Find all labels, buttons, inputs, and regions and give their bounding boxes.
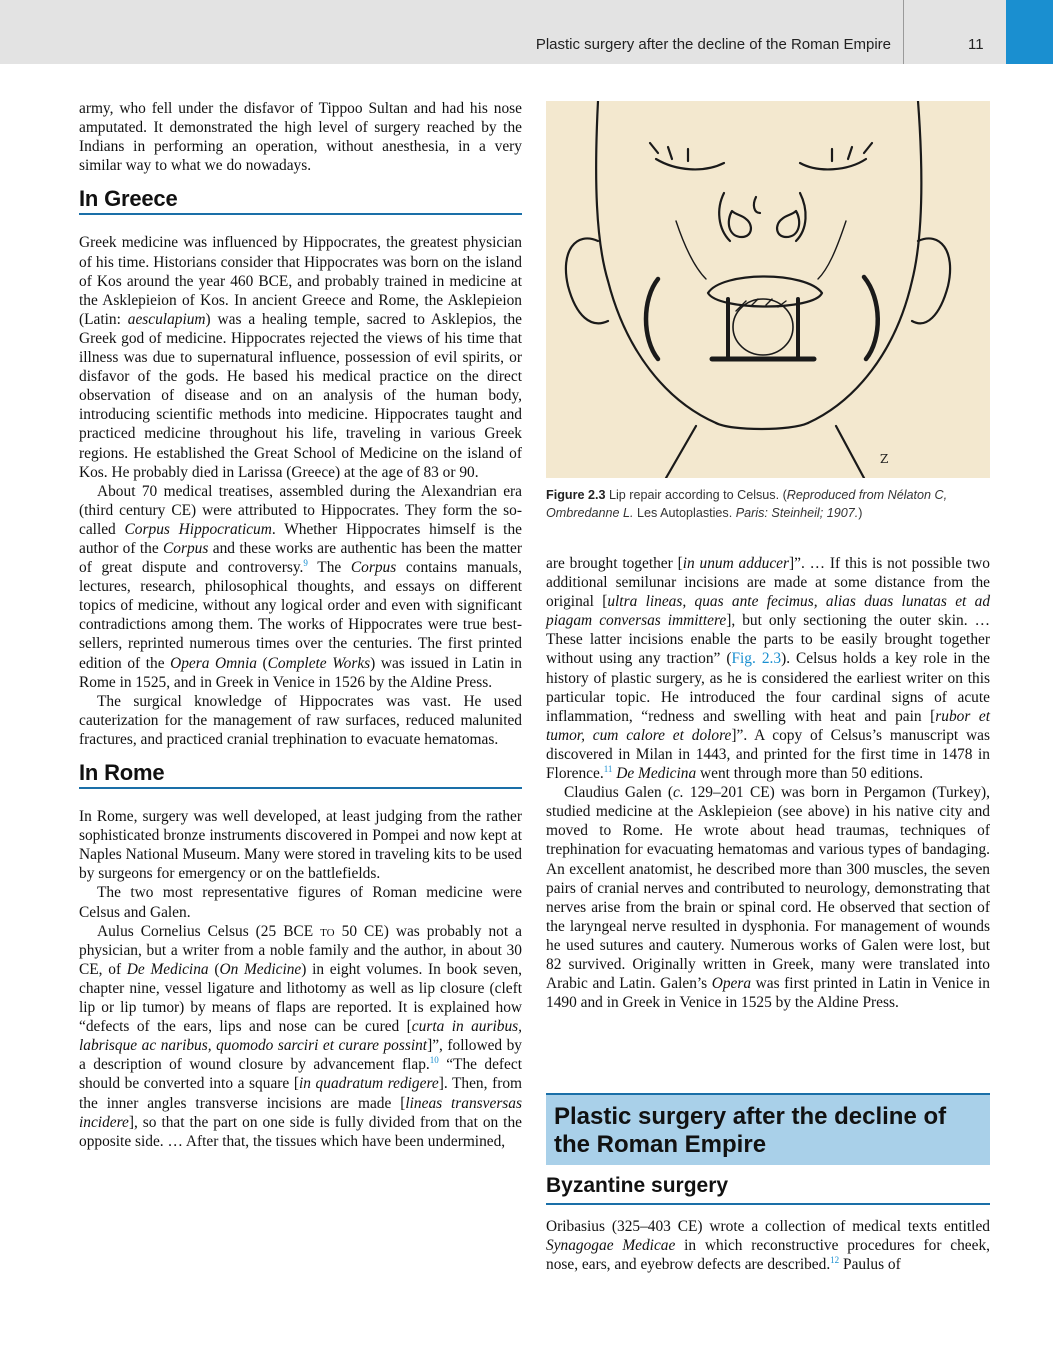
paragraph: Aulus Cornelius Celsus (25 BCE to 50 CE) was probably not a physician, but a writer from a noble family and the author, in about 30 CE, of De Medicina (On Medicine) in eight volumes. In book seven, chapter nine, vessel ligature and lithotomy as well as lip closure (cleft lip or lip tumor) by means of flaps are reported. It is explained how “defects of the ears, lips and nose can be cured [curta in auribus, labrisque ac naribus, quomodo sarciri et curare possint]”, followed by a description of wound closure by advancement flap.$^{10}$ “The defect should be converted into a square [in quadratum redigere]. Then, from the inner angles transverse incisions are made [lineas transversas incidere], so that the part on one side is fully divided from that on the opposite side. … After that, the tissues which have been undermined, bbox=[79, 922, 522, 1150]
page-number: 11 bbox=[968, 36, 984, 53]
paragraph: The two most representative figures of Roman medicine were Celsus and Galen. bbox=[79, 884, 522, 921]
section-title: Plastic surgery after the decline of the Roman Empire bbox=[554, 1103, 947, 1158]
subsection-heading-byzantine: Byzantine surgery bbox=[546, 1174, 990, 1205]
section-heading-greece: In Greece bbox=[79, 189, 522, 215]
reference-link[interactable]: 11 bbox=[603, 763, 613, 774]
chapter-tab bbox=[1006, 0, 1053, 64]
face-drawing bbox=[546, 101, 990, 478]
section-title-box bbox=[546, 1093, 990, 1165]
paragraph: The surgical knowledge of Hippocrates was vast. He used cauterization for the management of raw surfaces, reduced malunited fractures, and practiced cranial trephination to evacuate hematomas. bbox=[79, 692, 522, 748]
section-heading-rome: In Rome bbox=[79, 763, 522, 789]
reference-link[interactable]: 10 bbox=[429, 1055, 439, 1066]
paragraph: In Rome, surgery was well developed, at least judging from the rather sophisticated bronze instruments discovered in Pompei and now kept at Naples National Museum. Many were stored in traveling kits to be used by surgeons for emergency or on the battlefields. bbox=[79, 808, 522, 883]
figure-caption: Figure 2.3 Lip repair according to Celsus. (Reproduced from Nélaton C, Ombredanne L. Les Autoplasties. Paris: Steinheil; 1907.) bbox=[546, 488, 948, 520]
paragraph: are brought together [in unum adducer]”. … If this is not possible two additional semilunar incisions are made at some distance from the original [ultra lineas, quas ante fecimus, alias duas lunatas et ad piagam conversas immittere], but only sectioning the outer skin. … These latter incisions enable the parts to be easily brought together without using any traction” (Fig. 2.3). Celsus holds a key role in the history of plastic surgery, as he is considered the earliest writer on this particular topic. He introduced the four cardinal signs of acute inflammation, “redness and swelling with heat and pain [rubor et tumor, cum calore et dolore]”. A copy of Celsus’s manuscript was discovered in Milan in 1443, and printed for the first time in 1478 in Florence.$^{11}$ De Medicina went through more than 50 editions. bbox=[546, 555, 991, 783]
paragraph: army, who fell under the disfavor of Tippoo Sultan and had his nose amputated. It demonstrated the high level of surgery reached by the Indians in performing an operation, without anesthesia, in a very similar way to what we do nowadays. bbox=[79, 100, 522, 175]
right-column bbox=[546, 554, 990, 1012]
running-title: Plastic surgery after the decline of the Roman Empire bbox=[535, 36, 891, 53]
reference-link[interactable]: 9 bbox=[303, 557, 308, 568]
figure-illustration bbox=[546, 101, 990, 478]
paragraph: Oribasius (325–403 CE) wrote a collection of medical texts entitled Synagogae Medicae in which reconstructive procedures for cheek, nose, ears, and eyebrow defects are described.$^{12}$ Paulus of bbox=[546, 1218, 990, 1274]
left-column bbox=[79, 99, 522, 1151]
paragraph: About 70 medical treatises, assembled during the Alexandrian era (third century CE) were attributed to Hippocrates. They form the so-called Corpus Hippocraticum. Whether Hippocrates himself is the author of the Corpus and these works are authentic has been the matter of great dispute and controversy.$^9$ The Corpus contains manuals, lectures, research, philosophical thoughts, and essays on different topics of medicine, without any logical order and even with significant contradictions among them. The works of Hippocrates were true best-sellers, reprinted numerous times over the centuries. The first printed edition of the Opera Omnia (Complete Works) was issued in Latin in Rome in 1525, and in Greek in Venice in 1526 by the Aldine Press. bbox=[79, 482, 523, 691]
reference-link[interactable]: 12 bbox=[830, 1255, 840, 1266]
header-bar bbox=[0, 0, 1006, 64]
paragraph: Claudius Galen (c. 129–201 CE) was born in Pergamon (Turkey), studied medicine at the Asklepieion (see above) in his native city and moved to Rome. He wrote about head traumas, techniques of trephination for evacuating hematomas and various types of bandaging. An excellent anatomist, he described more than 300 muscles, the seven pairs of cranial nerves and contributed to neurology, demonstrating that nerves arise from the brain or spinal cord. He observed that section of the laryngeal nerve resulted in dysphonia. For management of wounds he used sutures and cautery. Numerous works of Galen were lost, but 82 survived. Originally written in Greek, many were translated into Arabic and Latin. Galen’s Opera was first printed in Latin in Venice in 1490 and in Greek in Venice in 1525 by the Aldine Press. bbox=[546, 784, 991, 1012]
right-column-bottom bbox=[546, 1217, 990, 1274]
artist-signature: Z bbox=[880, 452, 889, 466]
paragraph: Greek medicine was influenced by Hippocrates, the greatest physician of his time. Historians consider that Hippocrates was born on the island of Kos around the year 460 BCE, and probably trained in medicine at the Asklepieion of Kos. In ancient Greece and Rome, the Asklepieion (Latin: aesculapium) was a healing temple, sacred to Asklepios, the Greek god of medicine. Hippocrates rejected the views of his time that illness was due to supernatural influence, possession of evil spirits, or disfavor of the gods. He based his medical practice on the direct observation of disease and on an analysis of the human body, introducing scientific methods into medicine. Hippocrates taught and practiced medicine throughout his life, traveling in various Greek regions. He established the Great School of Medicine on the island of Kos. He probably died in Larissa (Greece) at the age of 83 or 90. bbox=[79, 234, 522, 481]
figure-link[interactable]: Fig. 2.3 bbox=[731, 650, 782, 668]
header-divider bbox=[903, 0, 904, 64]
